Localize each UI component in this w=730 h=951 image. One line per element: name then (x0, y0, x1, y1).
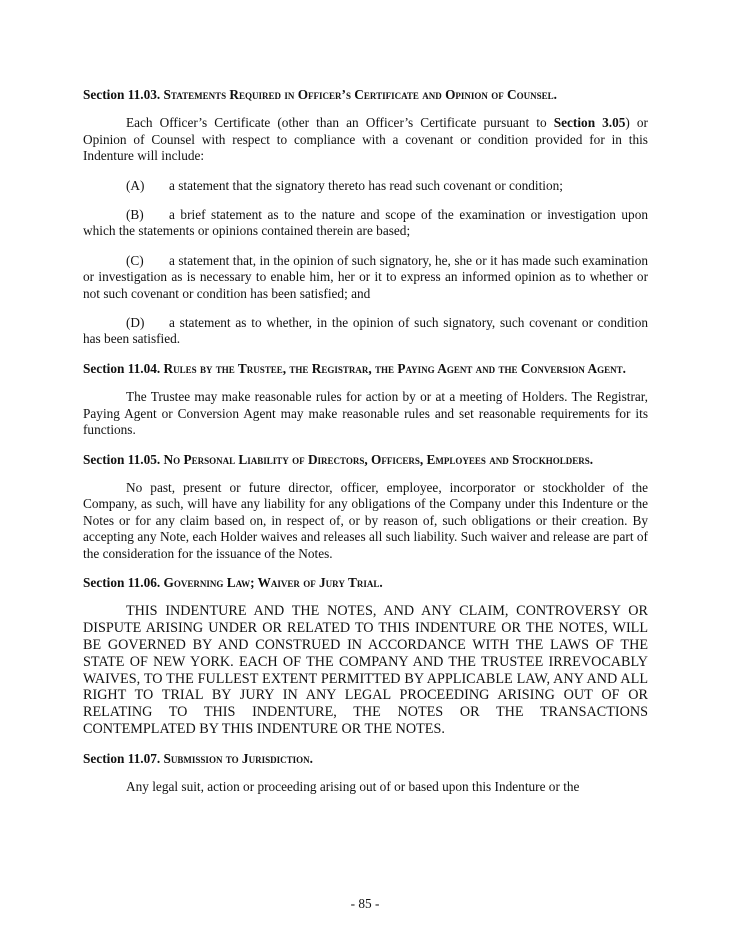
section-title: Statements Required in Officer’s Certificate and Opinion of Counsel. (163, 87, 557, 102)
section-number: Section 11.07. (83, 750, 161, 766)
list-item-text: a statement that the signatory thereto has read such covenant or condition; (169, 177, 563, 193)
page-content (83, 87, 648, 809)
section-heading-11-06 (83, 575, 648, 591)
list-item-c (83, 253, 648, 302)
section-heading-11-07 (83, 751, 648, 767)
section-11-05-body: No past, present or future director, officer, employee, incorporator or stockholder of the Company, as such, will have any liability for any obligations of the Company under this Indenture or the Notes or for any claim based on, in respect of, or by reason of, such obligations or their creation. By accepting any Note, each Holder waives and releases all such liability. Such waiver and release are part of the consideration for the issuance of the Notes. (83, 479, 648, 561)
list-item-b (83, 207, 648, 240)
section-reference: Section 3.05 (553, 115, 626, 131)
section-title: Rules by the Trustee, the Registrar, the Paying Agent and the Conversion Agent. (163, 360, 626, 376)
section-title: Submission to Jurisdiction. (163, 750, 313, 766)
section-number: Section 11.05. (83, 451, 161, 467)
section-11-03-intro (83, 115, 648, 164)
intro-text-part-2: ) or Opinion of Counsel with respect to compliance with a covenant or condition provided for in this Indenture will include: (83, 115, 648, 164)
section-11-04-body: The Trustee may make reasonable rules for action by or at a meeting of Holders. The Registrar, Paying Agent or Conversion Agent may make reasonable rules and set reasonable requirements for its functions. (83, 389, 648, 438)
section-number: Section 11.04. (83, 360, 161, 376)
list-item-label: (A) (126, 177, 145, 193)
list-item-label: (C) (126, 252, 144, 268)
section-title: Governing Law; Waiver of Jury Trial. (163, 574, 383, 590)
page-number: - 85 - (350, 896, 380, 911)
intro-text-part-1: Each Officer’s Certificate (other than an Officer’s Certificate pursuant to (126, 115, 554, 131)
section-title: No Personal Liability of Directors, Officers, Employees and Stockholders. (163, 451, 594, 467)
list-item-text: a brief statement as to the nature and scope of the examination or investigation upon which the statements or opinions contained therein are based; (83, 207, 648, 239)
list-item-d (83, 315, 648, 348)
section-heading-11-04 (83, 361, 648, 377)
section-number: Section 11.03. (83, 87, 161, 102)
list-item-a (83, 178, 648, 194)
section-number: Section 11.06. (83, 574, 161, 590)
section-heading-11-03 (83, 87, 648, 103)
section-heading-11-05 (83, 452, 648, 468)
list-item-label: (D) (126, 315, 145, 331)
list-item-label: (B) (126, 207, 144, 223)
section-11-07-body: Any legal suit, action or proceeding arising out of or based upon this Indenture or the (126, 779, 580, 795)
list-item-text: a statement as to whether, in the opinion of such signatory, such covenant or condition has been satisfied. (83, 315, 648, 347)
list-item-text: a statement that, in the opinion of such signatory, he, she or it has made such examination or investigation as is necessary to enable him, her or it to express an informed opinion as to whether or not such covenant or condition has been satisfied; and (83, 252, 648, 301)
section-11-06-body: THIS INDENTURE AND THE NOTES, AND ANY CLAIM, CONTROVERSY OR DISPUTE ARISING UNDER OR RELATED TO THIS INDENTURE OR THE NOTES, WILL BE GOVERNED BY AND CONSTRUED IN ACCORDANCE WITH THE LAWS OF THE STATE OF NEW YORK. EACH OF THE COMPANY AND THE TRUSTEE IRREVOCABLY WAIVES, TO THE FULLEST EXTENT PERMITTED BY APPLICABLE LAW, ANY AND ALL RIGHT TO TRIAL BY JURY IN ANY LEGAL PROCEEDING ARISING OUT OF OR RELATING TO THIS INDENTURE, THE NOTES OR THE TRANSACTIONS CONTEMPLATED BY THIS INDENTURE OR THE NOTES. (83, 603, 648, 737)
